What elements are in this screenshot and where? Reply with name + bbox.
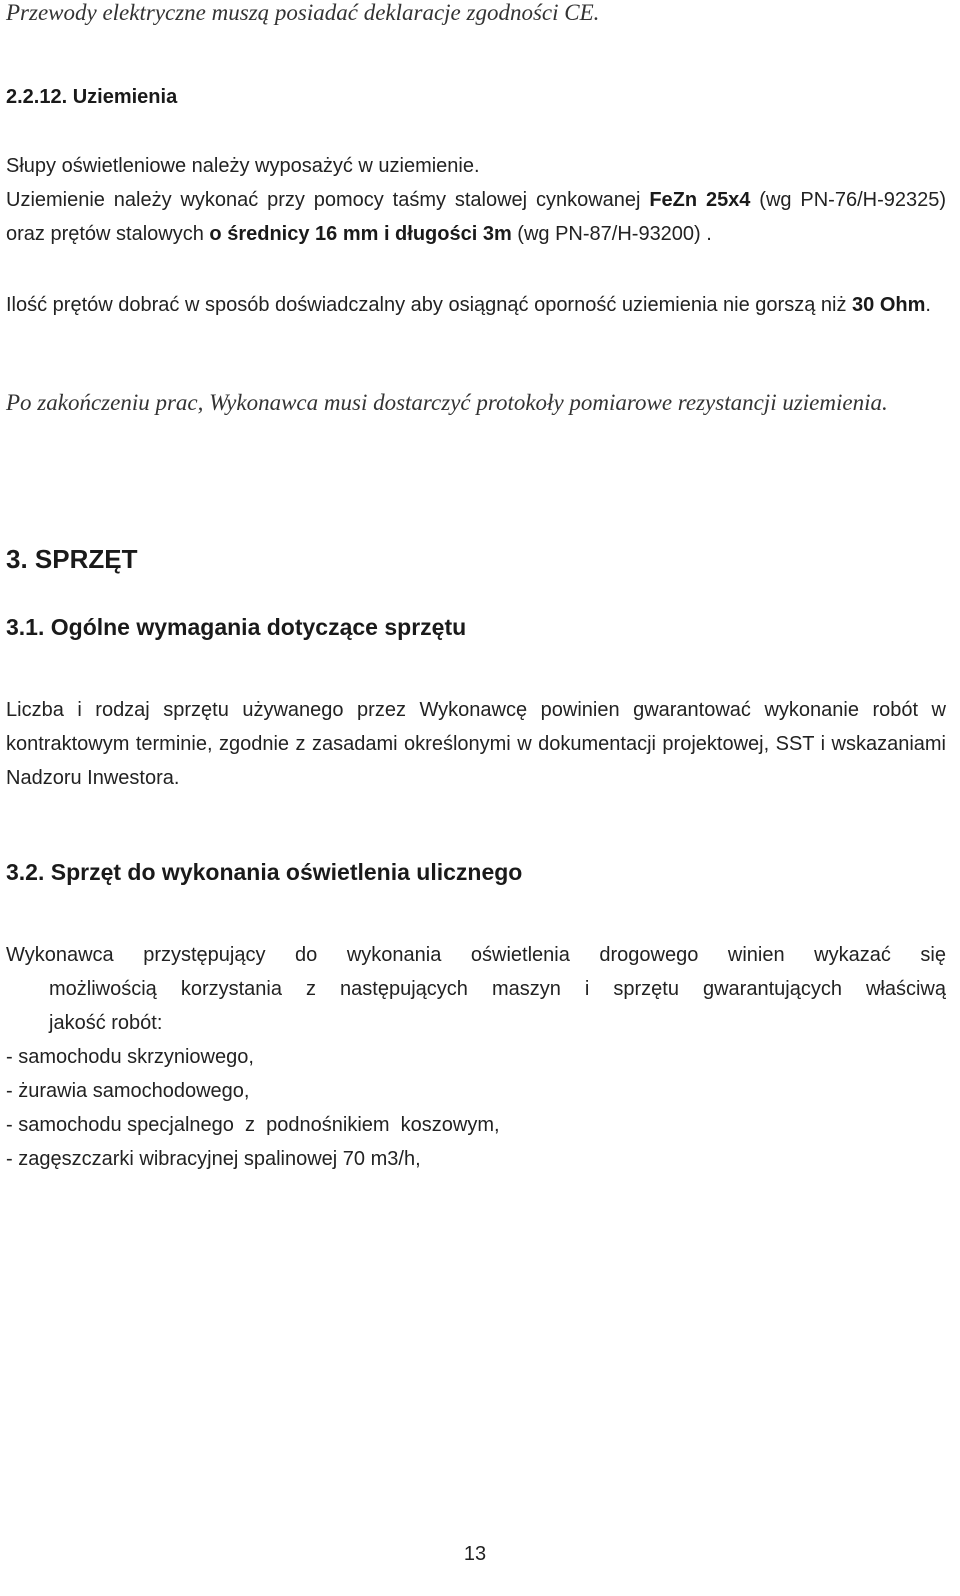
- bold-spec-ohm: 30 Ohm: [852, 294, 926, 316]
- ce-declaration-note: Przewody elektryczne muszą posiadać deklaracje zgodności CE.: [6, 0, 600, 25]
- text-run: (wg PN-76/H-92325) oraz prętów stalowych: [6, 189, 946, 245]
- equipment-intro-line-3: jakość robót:: [49, 1012, 163, 1034]
- grounding-method-paragraph: [6, 183, 946, 251]
- text-run: Uziemienie należy wykonać przy pomocy taśmy stalowej cynkowanej: [6, 189, 650, 211]
- list-item: - zagęszczarki wibracyjnej spalinowej 70 m3/h,: [6, 1148, 421, 1170]
- text-run: (wg PN-87/H-93200) .: [511, 223, 712, 245]
- text-run: .: [925, 294, 931, 316]
- grounding-resistance-paragraph: [6, 288, 946, 322]
- list-item: - samochodu specjalnego z podnośnikiem koszowym,: [6, 1114, 500, 1136]
- list-item: - samochodu skrzyniowego,: [6, 1046, 254, 1068]
- section-heading-3: 3. SPRZĘT: [6, 544, 138, 574]
- equipment-requirements-paragraph: Liczba i rodzaj sprzętu używanego przez Wykonawcę powinien gwarantować wykonanie robót w kontraktowym terminie, zgodnie z zasadami określonymi w dokumentacji projektowej, SST i wskazaniami Nadzoru Inwestora.: [6, 699, 946, 789]
- text-run: Ilość prętów dobrać w sposób doświadczalny aby osiągnąć oporność uziemienia nie gorszą niż: [6, 294, 853, 316]
- equipment-list-block: [6, 938, 946, 1176]
- page-number: 13: [463, 1543, 487, 1565]
- bold-spec-rods: o średnicy 16 mm i długości 3m: [209, 223, 512, 245]
- list-item: - żurawia samochodowego,: [6, 1080, 250, 1102]
- measurement-protocol-note: Po zakończeniu prac, Wykonawca musi dostarczyć protokoły pomiarowe rezystancji uziemienia.: [6, 390, 888, 415]
- equipment-intro-line-2: możliwością korzystania z następujących maszyn i sprzętu gwarantujących właściwą: [49, 978, 946, 1000]
- section-heading-3-1: 3.1. Ogólne wymagania dotyczące sprzętu: [6, 614, 467, 640]
- section-heading-2-2-12: 2.2.12. Uziemienia: [6, 86, 178, 108]
- bold-spec-fezn: FeZn 25x4: [649, 189, 751, 211]
- equipment-intro-line-1: Wykonawca przystępujący do wykonania oświetlenia drogowego winien wykazać się: [6, 944, 946, 966]
- grounding-intro-paragraph: Słupy oświetleniowe należy wyposażyć w uziemienie.: [6, 155, 480, 177]
- section-heading-3-2: 3.2. Sprzęt do wykonania oświetlenia ulicznego: [6, 859, 523, 885]
